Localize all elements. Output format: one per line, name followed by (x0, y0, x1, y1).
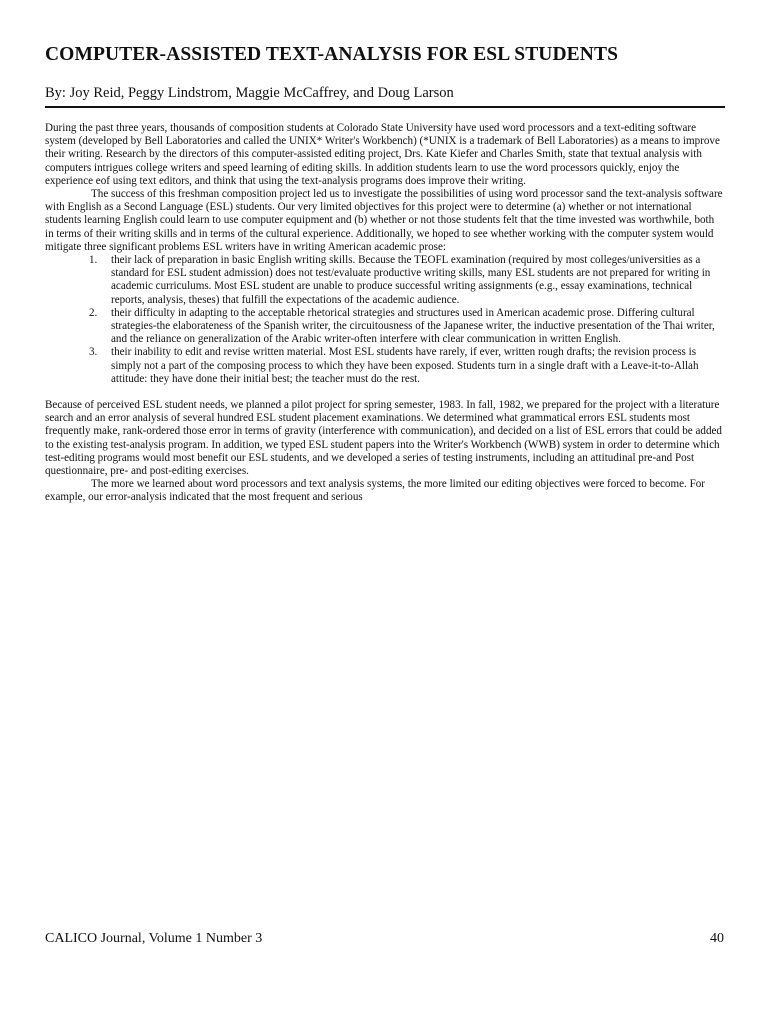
article-body (45, 122, 725, 505)
list-item-text: their difficulty in adapting to the acceptable rhetorical strategies and structures used in American academic prose. Differing cultural strategies-the elaborateness of the Spanish writer, the circuitousness of the Japanese writer, the inductive presentation of the Thai writer, and the reliance on generalization of the Arabic writer-often interfere with clear communication in written English. (111, 306, 715, 346)
article-title: COMPUTER-ASSISTED TEXT-ANALYSIS FOR ESL STUDENTS (45, 44, 619, 65)
problems-list (45, 254, 725, 386)
author-byline: By: Joy Reid, Peggy Lindstrom, Maggie McCaffrey, and Doug Larson (45, 85, 454, 101)
footer-journal-citation: CALICO Journal, Volume 1 Number 3 (45, 931, 263, 946)
list-item (45, 254, 725, 307)
list-item-text: their inability to edit and revise written material. Most ESL students have rarely, if ever, written rough drafts; the revision process is simply not a part of the composing process to which they have been exposed. Students turn in a single draft with a Leave-it-to-Allah attitude: they have done their initial best; the teacher must do the rest. (111, 346, 699, 385)
paragraph-intro: During the past three years, thousands of composition students at Colorado State University have used word processors and a text-editing software system (developed by Bell Laboratories and called the UNIX* Writer's Workbench) (*UNIX is a trademark of Bell Laboratories) as a means to improve their writing. Research by the directors of this computer-assisted editing project, Drs. Kate Kiefer and Charles Smith, state that textual analysis with computers intrigues college writers and speed learning of editing skills. In addition students learn to use the word processors quickly, enjoy the experience eof using text editors, and think that using the text-analysis programs does improve their writing. (45, 122, 720, 187)
footer-page-number: 40 (710, 931, 724, 946)
list-item (45, 346, 725, 386)
list-item-number: 1. (89, 254, 98, 267)
list-item-number: 2. (89, 306, 98, 319)
paragraph-objectives: The success of this freshman composition project led us to investigate the possibilities of using word processor sand the text-analysis software with English as a Second Language (ESL) students. Our very limited objectives for this project were to determine (a) whether or not international students learning English could learn to use computer equipment and (b) whether or not those students felt that the time invested was worthwhile, both in terms of their writing skills and in terms of the cultural experience. Additionally, we hoped to see whether working with the computer system would mitigate three significant problems ESL writers have in writing American academic prose: (45, 188, 723, 253)
list-item-number: 3. (89, 346, 98, 359)
list-item (45, 307, 725, 347)
title-divider (45, 106, 725, 108)
paragraph-editing-objectives: The more we learned about word processors and text analysis systems, the more limited our editing objectives were forced to become. For example, our error-analysis indicated that the most frequent and serious (45, 478, 705, 504)
paragraph-pilot-project: Because of perceived ESL student needs, we planned a pilot project for spring semester, 1983. In fall, 1982, we prepared for the project with a literature search and an error analysis of several hundred ESL student placement examinations. We determined what grammatical errors ESL students most frequently make, rank-ordered those error in terms of gravity (interference with communication), and decided on a list of ESL errors that could be added to the existing test-analysis program. In addition, we typed ESL student papers into the Writer's Workbench (WWB) system in order to determine which test-editing programs would most benefit our ESL students, and we developed a series of testing instruments, including an attitudinal pre-and Post questionnaire, pre- and post-editing exercises. (45, 399, 722, 478)
list-item-text: their lack of preparation in basic English writing skills. Because the TEOFL examination (required by most colleges/universities as a standard for ESL student admission) does not test/evaluate productive writing skills, many ESL students are not prepared for writing in academic curriculums. Most ESL student are unable to produce successful writing assignments (e.g., essay examinations, technical reports, analysis, theses) that fulfill the expectations of the academic audience. (111, 254, 711, 306)
